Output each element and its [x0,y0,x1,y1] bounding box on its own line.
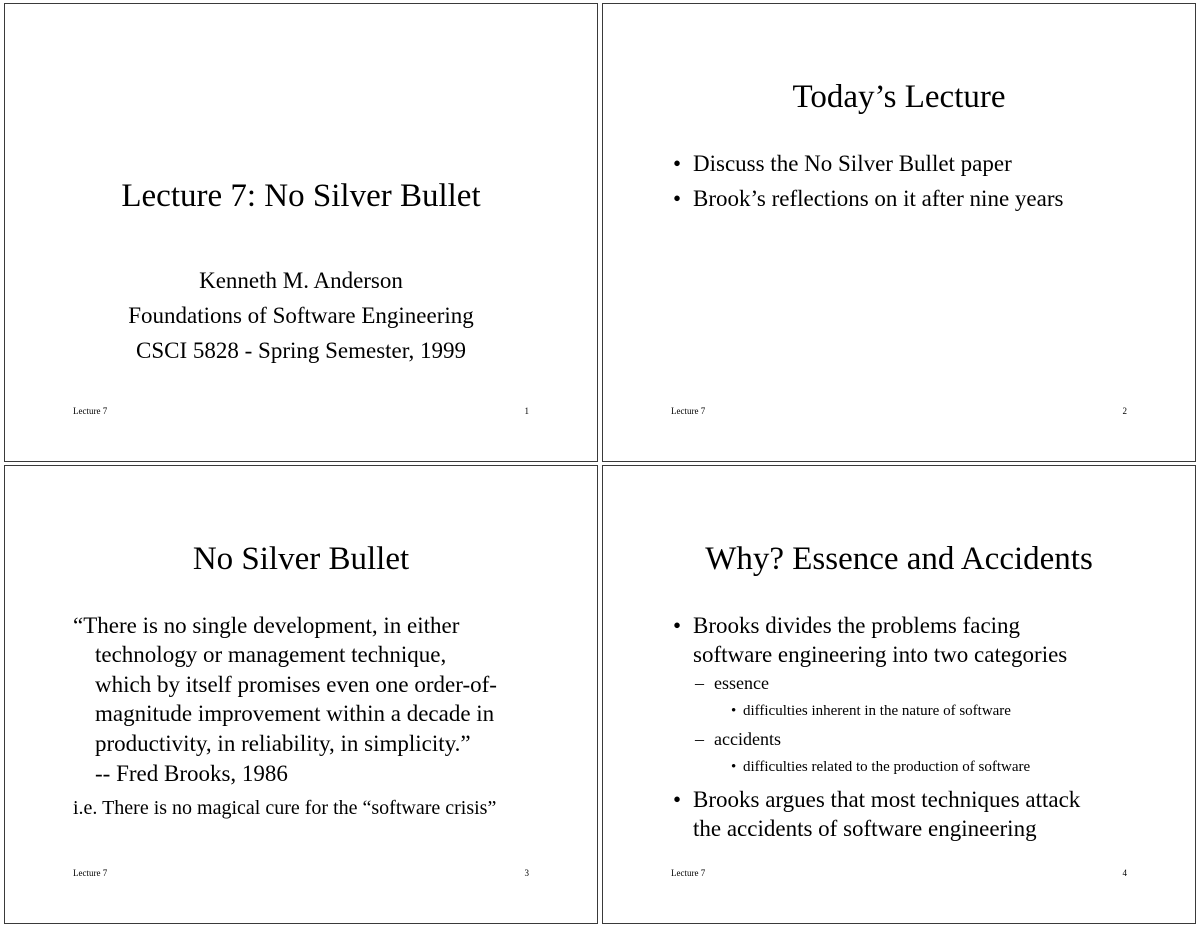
sub-sub-item-text: difficulties related to the production of software [743,759,1031,775]
slide-title: No Silver Bullet [192,541,410,577]
sub-sub-item-text: difficulties inherent in the nature of software [743,703,1011,719]
sub-item [671,725,1080,753]
course-term: CSCI 5828 - Spring Semester, 1999 [135,338,467,363]
dash-icon: – [695,729,704,749]
footer-label: Lecture 7 [671,406,706,416]
list-item [671,611,1080,669]
bullet-text-line: the accidents of software engineering [693,816,1037,841]
footer-label: Lecture 7 [671,868,706,878]
course-name: Foundations of Software Engineering [128,303,474,328]
note-text: i.e. There is no magical cure for the “software crisis” [73,797,497,819]
slide-title: Lecture 7: No Silver Bullet [121,178,481,214]
bullet-icon: • [673,613,682,638]
page-number: 2 [1122,406,1127,416]
dash-icon: – [695,673,704,693]
slide-title: Today’s Lecture [792,79,1006,115]
page-number: 3 [524,868,529,878]
quote [73,611,543,758]
slide-3 [4,465,598,924]
quote-line: technology or management technique, [95,642,447,668]
bullet-icon: • [731,703,737,719]
bullet-text-line: software engineering into two categories [693,642,1068,667]
quote-line: “There is no single development, in either [73,613,460,638]
bullet-text-line: Brooks argues that most techniques attack [693,787,1081,812]
list-item [671,785,1080,843]
bullet-text: Discuss the No Silver Bullet paper [693,151,1012,176]
list-item [671,149,1063,184]
list-item [671,184,1063,219]
slide-1 [4,3,598,462]
quote-attribution: -- Fred Brooks, 1986 [95,761,288,786]
author: Kenneth M. Anderson [199,268,403,293]
title-info [5,263,597,368]
bullet-text: Brook’s reflections on it after nine years [693,186,1064,211]
sub-sub-item [671,697,1080,725]
slide-4 [602,465,1196,924]
sub-item-text: accidents [714,729,781,749]
footer-label: Lecture 7 [73,868,108,878]
bullet-text-line: Brooks divides the problems facing [693,613,1021,638]
bullet-list [671,149,1063,219]
sub-sub-item [671,753,1080,781]
quote-line: which by itself promises even one order-of- [95,671,497,697]
bullet-icon: • [673,186,682,211]
sub-item-text: essence [714,673,769,693]
quote-line: magnitude improvement within a decade in [95,701,495,727]
slide-2 [602,3,1196,462]
slide-title: Why? Essence and Accidents [705,541,1093,577]
bullet-icon: • [673,787,682,812]
bullet-icon: • [731,759,737,775]
footer-label: Lecture 7 [73,406,108,416]
page-number: 4 [1122,868,1127,878]
page-number: 1 [524,406,529,416]
sub-item [671,669,1080,697]
bullet-icon: • [673,151,682,176]
bullet-list [671,611,1080,843]
quote-line: productivity, in reliability, in simplicity.” [95,730,471,756]
